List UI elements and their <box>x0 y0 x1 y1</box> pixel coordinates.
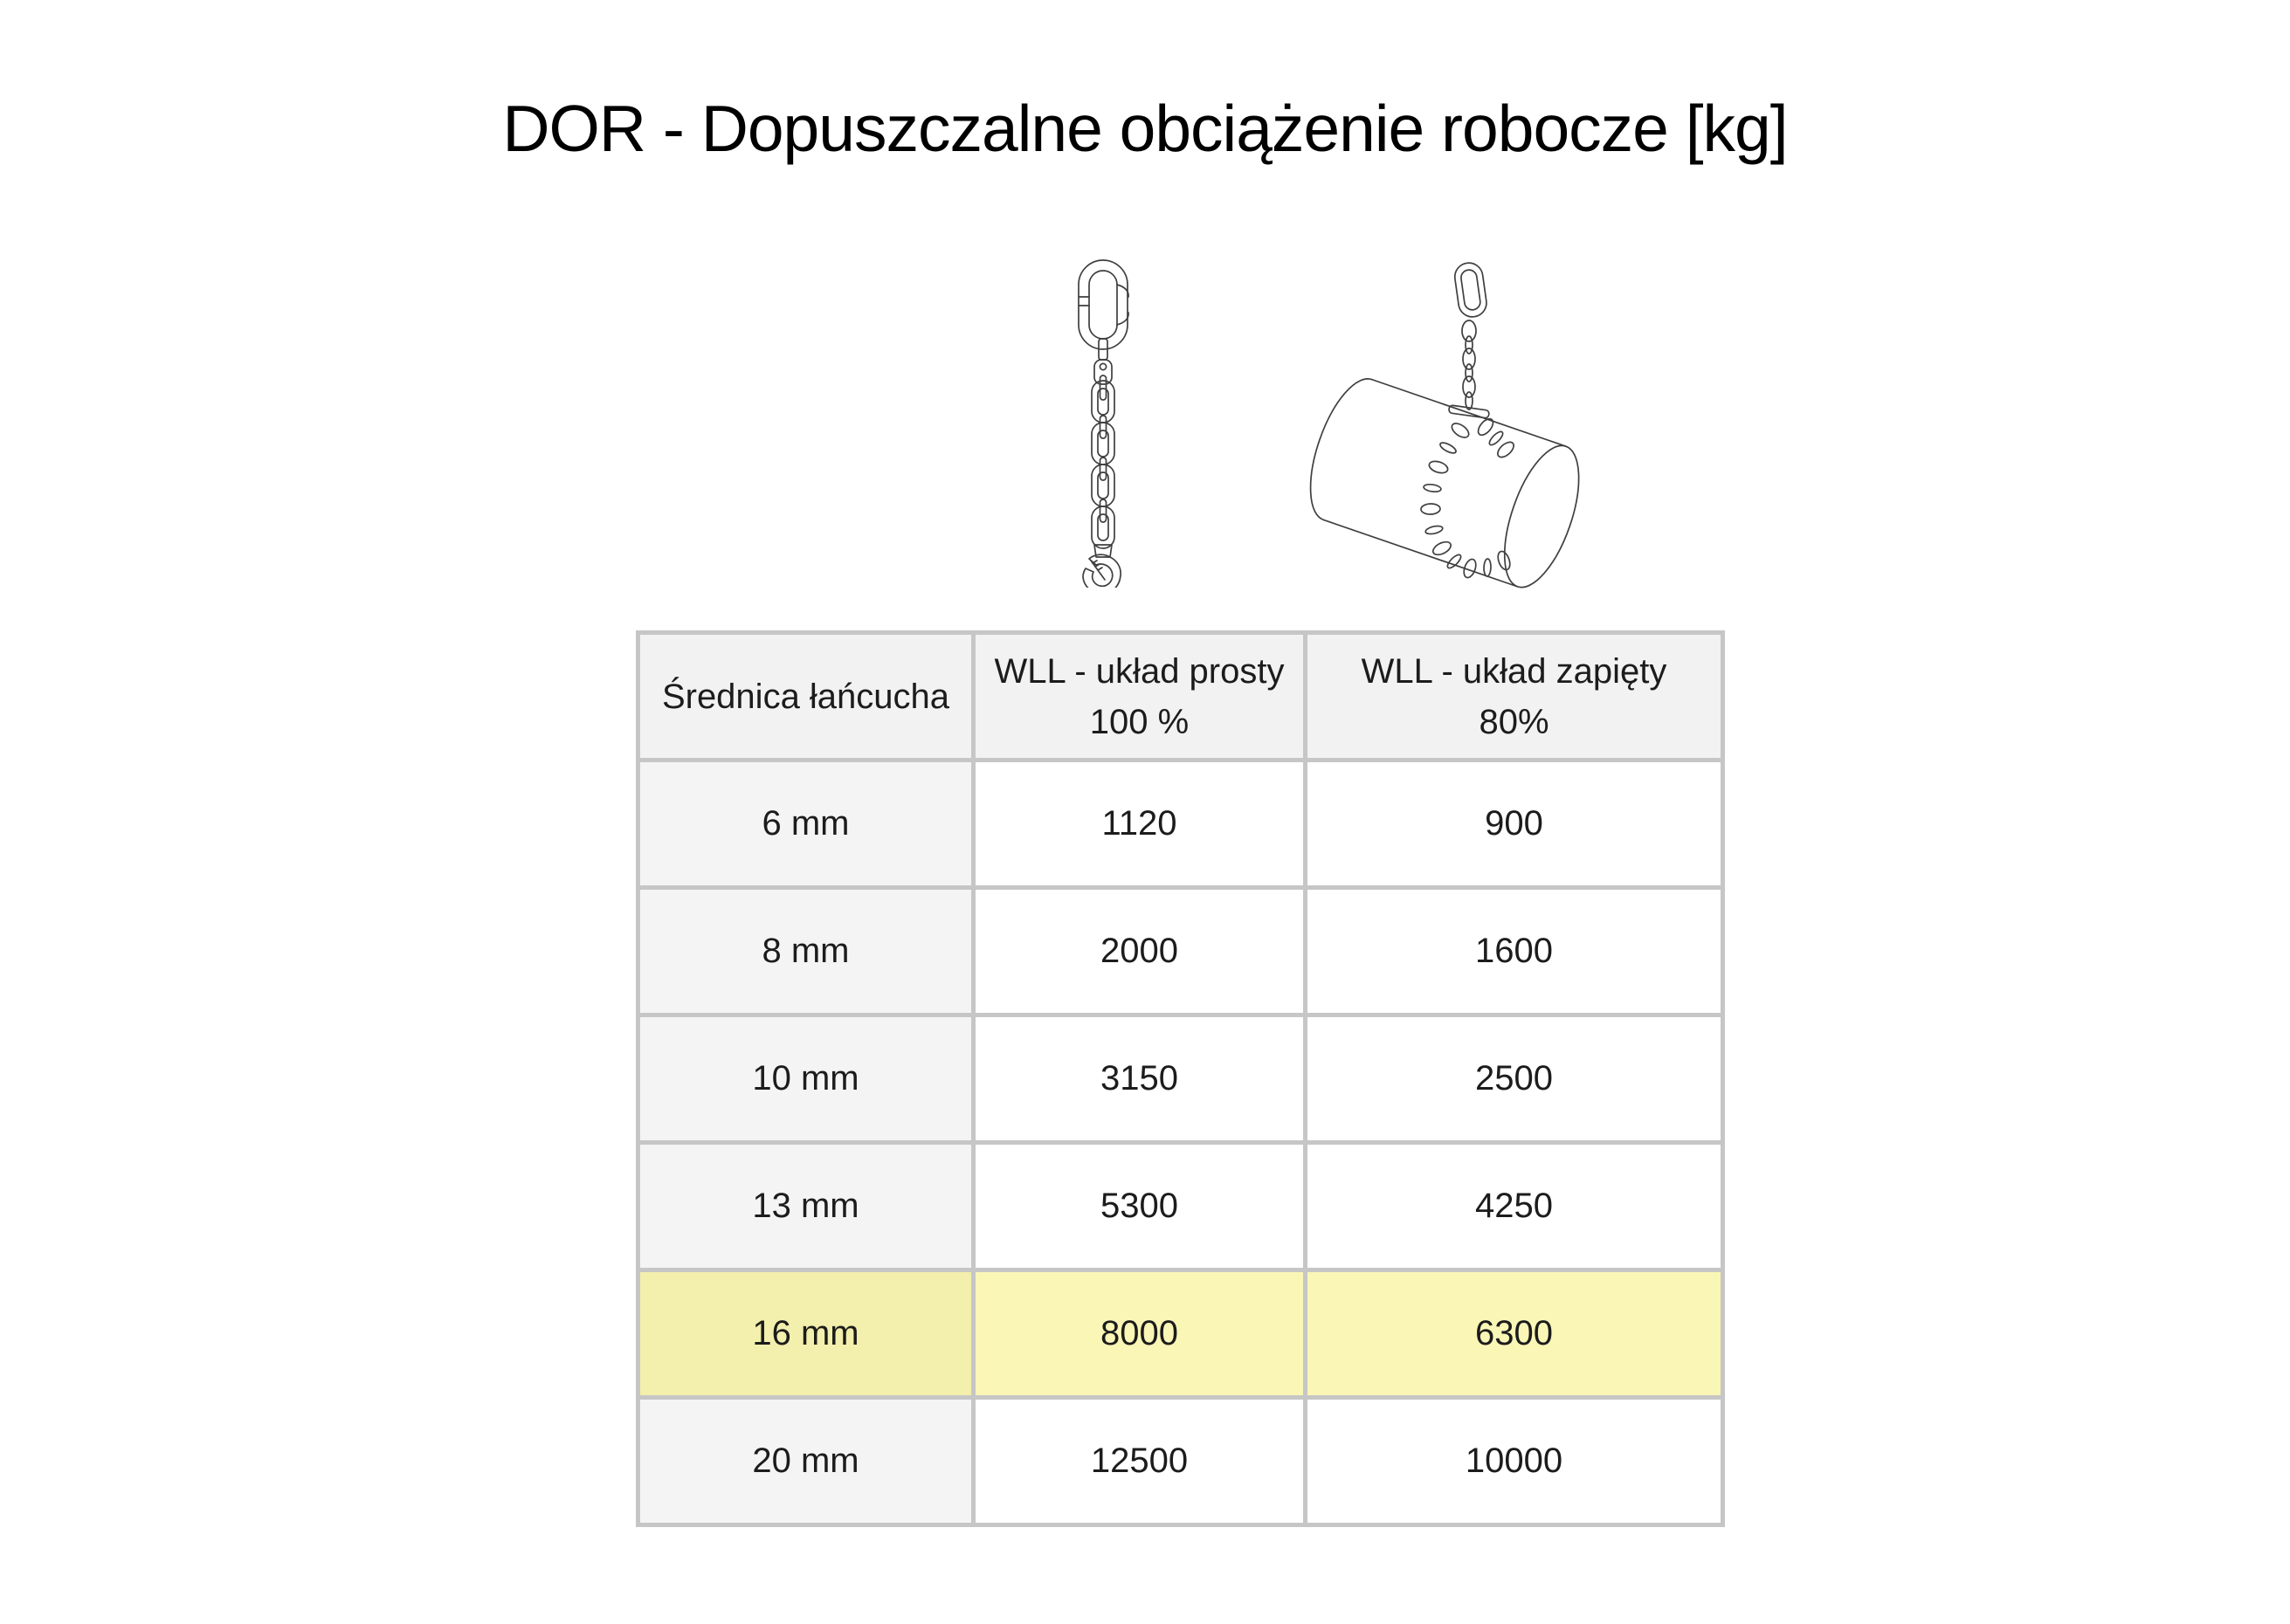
wll-table <box>636 630 1725 1527</box>
wll-straight-cell: 2000 <box>974 888 1306 1015</box>
chain-diameter-cell: 6 mm <box>638 760 974 888</box>
table-row <box>638 1015 1723 1143</box>
chain-diameter-cell: 13 mm <box>638 1143 974 1270</box>
chain-diameter-cell: 10 mm <box>638 1015 974 1143</box>
wll-choked-cell: 4250 <box>1306 1143 1723 1270</box>
wll-straight-cell: 5300 <box>974 1143 1306 1270</box>
chain-diameter-cell: 8 mm <box>638 888 974 1015</box>
wll-straight-cell: 3150 <box>974 1015 1306 1143</box>
header-wll-straight-line1: WLL - układ prosty <box>994 651 1285 691</box>
header-wll-choked <box>1306 633 1723 760</box>
page-title: DOR - Dopuszczalne obciążenie robocze [kg] <box>502 92 1788 165</box>
table-row <box>638 888 1723 1015</box>
wll-choked-cell: 1600 <box>1306 888 1723 1015</box>
table-row <box>638 1398 1723 1525</box>
wll-choked-cell: 6300 <box>1306 1270 1723 1398</box>
choke-hitch-drawing <box>1307 256 1635 598</box>
header-wll-choked-line1: WLL - układ zapięty <box>1361 651 1667 691</box>
header-chain-diameter: Średnica łańcucha <box>638 633 974 760</box>
wll-straight-cell: 8000 <box>974 1270 1306 1398</box>
wll-straight-cell: 1120 <box>974 760 1306 888</box>
table-row-highlighted <box>638 1270 1723 1398</box>
table-header-row <box>638 633 1723 760</box>
header-wll-choked-line2: 80% <box>1479 702 1549 741</box>
table-row <box>638 760 1723 888</box>
choke-hitch-illustration <box>1307 256 1635 598</box>
header-wll-straight-line2: 100 % <box>1089 702 1190 741</box>
wll-straight-cell: 12500 <box>974 1398 1306 1525</box>
single-leg-chain-sling-illustration <box>1055 251 1151 588</box>
chain-diameter-cell: 20 mm <box>638 1398 974 1525</box>
chain-sling-drawing <box>1055 251 1151 588</box>
wll-choked-cell: 900 <box>1306 760 1723 888</box>
chain-diameter-cell: 16 mm <box>638 1270 974 1398</box>
table-row <box>638 1143 1723 1270</box>
header-wll-straight <box>974 633 1306 760</box>
wll-choked-cell: 2500 <box>1306 1015 1723 1143</box>
wll-choked-cell: 10000 <box>1306 1398 1723 1525</box>
